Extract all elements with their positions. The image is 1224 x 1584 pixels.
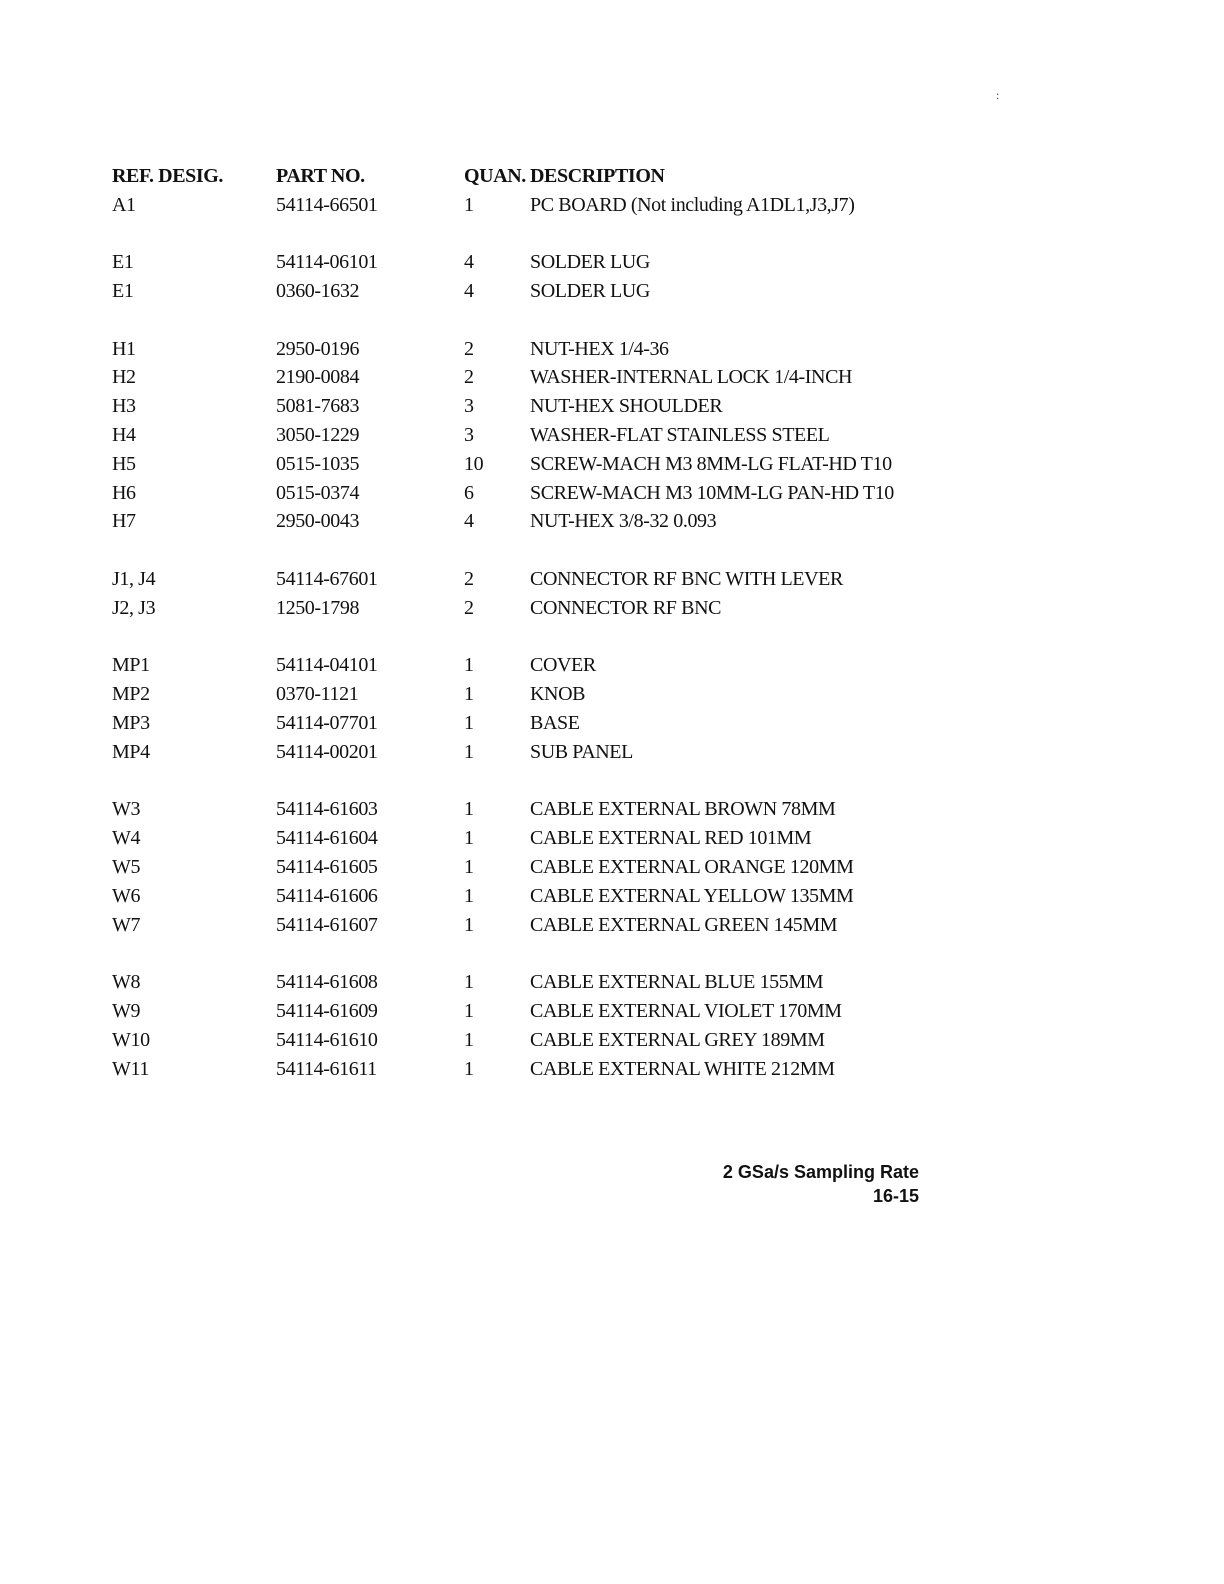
- cell-quantity: 3: [464, 424, 474, 447]
- cell-ref-desig: J1, J4: [112, 568, 156, 591]
- cell-quantity: 2: [464, 337, 474, 360]
- cell-quantity: 4: [464, 510, 474, 533]
- cell-quantity: 2: [464, 596, 474, 619]
- cell-description: COVER: [530, 654, 596, 677]
- cell-description: WASHER-FLAT STAINLESS STEEL: [530, 424, 830, 447]
- cell-description: SUB PANEL: [530, 740, 633, 763]
- cell-ref-desig: J2, J3: [112, 596, 156, 619]
- cell-ref-desig: W11: [112, 1057, 149, 1080]
- cell-quantity: 2: [464, 568, 474, 591]
- header-row: [112, 162, 950, 191]
- cell-ref-desig: A1: [112, 193, 136, 216]
- table-row: [112, 392, 950, 421]
- table-row: [112, 479, 950, 508]
- cell-quantity: 1: [464, 1028, 474, 1051]
- cell-quantity: 1: [464, 884, 474, 907]
- cell-description: CABLE EXTERNAL ORANGE 120MM: [530, 856, 854, 879]
- cell-description: NUT-HEX 3/8-32 0.093: [530, 510, 717, 533]
- cell-description: SOLDER LUG: [530, 280, 650, 303]
- cell-ref-desig: W3: [112, 798, 141, 821]
- cell-quantity: 4: [464, 280, 474, 303]
- group-spacer: [112, 767, 950, 796]
- cell-ref-desig: MP4: [112, 740, 150, 763]
- spacer-cell: [112, 767, 950, 796]
- cell-quantity: 1: [464, 740, 474, 763]
- spacer-cell: [112, 220, 950, 249]
- cell-part-no: 54114-61611: [276, 1057, 377, 1080]
- cell-part-no: 54114-61605: [276, 856, 378, 879]
- cell-quantity: 1: [464, 971, 474, 994]
- spacer-cell: [112, 306, 950, 335]
- cell-quantity: 1: [464, 654, 474, 677]
- section-title: 2 GSa/s Sampling Rate: [722, 1162, 919, 1182]
- table-row: [112, 1026, 950, 1055]
- cell-description: SOLDER LUG: [530, 251, 650, 274]
- cell-quantity: 10: [464, 452, 484, 475]
- group-spacer: [112, 940, 950, 969]
- table-row: [112, 277, 950, 306]
- cell-description: WASHER-INTERNAL LOCK 1/4-INCH: [530, 366, 853, 389]
- parts-list-table: [112, 162, 950, 1084]
- table-row: [112, 824, 950, 853]
- cell-ref-desig: W10: [112, 1028, 150, 1051]
- cell-description: CABLE EXTERNAL YELLOW 135MM: [530, 884, 854, 907]
- cell-part-no: 0515-0374: [276, 481, 360, 504]
- cell-part-no: 54114-61607: [276, 913, 378, 936]
- cell-ref-desig: W6: [112, 884, 141, 907]
- cell-description: PC BOARD (Not including A1DL1,J3,J7): [530, 193, 855, 216]
- table-row: [112, 594, 950, 623]
- cell-part-no: 0515-1035: [276, 452, 360, 475]
- cell-part-no: 54114-61604: [276, 827, 378, 850]
- cell-description: NUT-HEX SHOULDER: [530, 395, 723, 418]
- table-row: [112, 421, 950, 450]
- cell-quantity: 6: [464, 481, 474, 504]
- cell-part-no: 3050-1229: [276, 424, 360, 447]
- cell-description: BASE: [530, 712, 580, 735]
- table-row: [112, 335, 950, 364]
- cell-ref-desig: H7: [112, 510, 136, 533]
- cell-description: CABLE EXTERNAL GREEN 145MM: [530, 913, 838, 936]
- cell-ref-desig: H2: [112, 366, 136, 389]
- cell-ref-desig: W7: [112, 913, 141, 936]
- cell-description: CABLE EXTERNAL BLUE 155MM: [530, 971, 824, 994]
- table-row: [112, 508, 950, 537]
- cell-part-no: 5081-7683: [276, 395, 360, 418]
- cell-description: CABLE EXTERNAL BROWN 78MM: [530, 798, 836, 821]
- table-row: [112, 796, 950, 825]
- cell-quantity: 1: [464, 913, 474, 936]
- table-row: [112, 738, 950, 767]
- cell-quantity: 1: [464, 856, 474, 879]
- spacer-cell: [112, 623, 950, 652]
- cell-part-no: 54114-04101: [276, 654, 378, 677]
- cell-description: CABLE EXTERNAL VIOLET 170MM: [530, 1000, 842, 1022]
- table-row: [112, 997, 950, 1026]
- cell-part-no: 54114-61608: [276, 971, 378, 994]
- cell-quantity: 1: [464, 683, 474, 706]
- cell-part-no: 2190-0084: [276, 366, 360, 389]
- cell-description: SCREW-MACH M3 10MM-LG PAN-HD T10: [530, 481, 894, 504]
- cell-ref-desig: H6: [112, 481, 136, 504]
- cell-description: NUT-HEX 1/4-36: [530, 337, 669, 360]
- cell-description: SCREW-MACH M3 8MM-LG FLAT-HD T10: [530, 452, 892, 475]
- table-row: [112, 968, 950, 997]
- cell-ref-desig: W5: [112, 856, 141, 879]
- cell-quantity: 1: [464, 193, 474, 216]
- table-row: [112, 191, 950, 220]
- spacer-cell: [112, 536, 950, 565]
- cell-description: CABLE EXTERNAL WHITE 212MM: [530, 1057, 835, 1080]
- cell-ref-desig: MP2: [112, 683, 150, 706]
- cell-part-no: 54114-66501: [276, 193, 378, 216]
- table-row: [112, 652, 950, 681]
- cell-part-no: 2950-0196: [276, 337, 360, 360]
- cell-part-no: 54114-00201: [276, 740, 378, 763]
- table-row: [112, 1055, 950, 1084]
- cell-ref-desig: MP3: [112, 712, 150, 735]
- group-spacer: [112, 623, 950, 652]
- table-row: [112, 709, 950, 738]
- cell-ref-desig: E1: [112, 251, 134, 274]
- cell-part-no: 54114-61609: [276, 1000, 378, 1022]
- cell-ref-desig: W9: [112, 1000, 141, 1022]
- table-row: [112, 911, 950, 940]
- table-row: [112, 364, 950, 393]
- header-ref-desig: REF. DESIG.: [112, 164, 224, 187]
- cell-quantity: 1: [464, 798, 474, 821]
- cell-quantity: 1: [464, 1000, 474, 1022]
- table-row: [112, 680, 950, 709]
- corner-mark: :: [996, 88, 1000, 102]
- cell-part-no: 54114-07701: [276, 712, 378, 735]
- cell-ref-desig: H3: [112, 395, 136, 418]
- table-row: [112, 248, 950, 277]
- cell-part-no: 1250-1798: [276, 596, 360, 619]
- cell-ref-desig: H1: [112, 337, 136, 360]
- cell-ref-desig: W4: [112, 827, 141, 850]
- cell-description: CABLE EXTERNAL RED 101MM: [530, 827, 812, 850]
- cell-part-no: 54114-61610: [276, 1028, 378, 1051]
- cell-ref-desig: MP1: [112, 654, 150, 677]
- cell-quantity: 4: [464, 251, 474, 274]
- cell-quantity: 2: [464, 366, 474, 389]
- parts-list-body: [112, 191, 950, 1084]
- cell-part-no: 0370-1121: [276, 683, 359, 706]
- cell-ref-desig: H4: [112, 424, 136, 447]
- cell-description: CABLE EXTERNAL GREY 189MM: [530, 1028, 825, 1051]
- header-description: DESCRIPTION: [530, 164, 665, 187]
- cell-part-no: 0360-1632: [276, 280, 360, 303]
- cell-part-no: 54114-06101: [276, 251, 378, 274]
- group-spacer: [112, 220, 950, 249]
- cell-description: CONNECTOR RF BNC: [530, 596, 722, 619]
- page-footer: [723, 1160, 919, 1208]
- table-row: [112, 882, 950, 911]
- header-part-no: PART NO.: [276, 164, 365, 187]
- cell-quantity: 1: [464, 827, 474, 850]
- cell-description: CONNECTOR RF BNC WITH LEVER: [530, 568, 843, 591]
- cell-part-no: 54114-61606: [276, 884, 378, 907]
- group-spacer: [112, 536, 950, 565]
- cell-quantity: 1: [464, 1057, 474, 1080]
- cell-ref-desig: H5: [112, 452, 136, 475]
- cell-quantity: 1: [464, 712, 474, 735]
- cell-part-no: 54114-61603: [276, 798, 378, 821]
- cell-part-no: 2950-0043: [276, 510, 360, 533]
- parts-list-header: [112, 162, 950, 191]
- page-number: 16-15: [872, 1186, 919, 1206]
- group-spacer: [112, 306, 950, 335]
- spacer-cell: [112, 940, 950, 969]
- cell-ref-desig: E1: [112, 280, 134, 303]
- cell-quantity: 3: [464, 395, 474, 418]
- table-row: [112, 853, 950, 882]
- table-row: [112, 450, 950, 479]
- table-row: [112, 565, 950, 594]
- cell-part-no: 54114-67601: [276, 568, 378, 591]
- cell-ref-desig: W8: [112, 971, 141, 994]
- header-quantity: QUAN.: [464, 164, 526, 187]
- cell-description: KNOB: [530, 683, 586, 706]
